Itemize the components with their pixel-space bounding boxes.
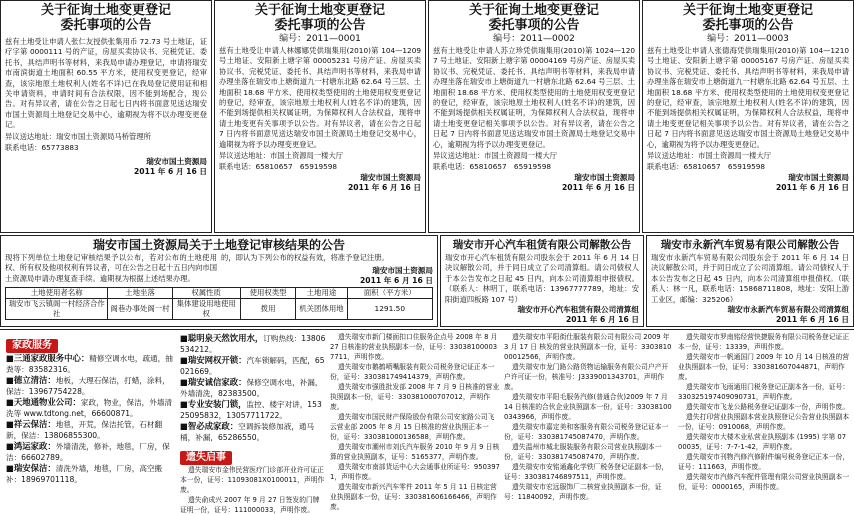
notice-signer: 瑞安市国土资源局 <box>146 157 207 167</box>
notice-date: 2011 年 6 月 16 日 <box>134 167 207 177</box>
land-notice-3 <box>428 0 640 233</box>
approval-body-right: 的，即认为下列公布的权益有效，将准予登记注册。 <box>221 253 389 262</box>
lost-item: 遗失瑞安市汽修汽车配件管理有限公司营业执照副本一份，证号：0000165，声明作废。 <box>678 473 850 491</box>
notice-number: 编号：2011—0003 <box>707 34 789 44</box>
classified-name: ■鸿运家政： <box>6 441 56 451</box>
lost-item: 遗失瑞安市安铭通鑫化学铁厂税务登记证副本一份，证号：330381746897511，声明作废。 <box>504 463 669 481</box>
classified-name: ■瑞安诚信家政： <box>180 377 247 387</box>
lost-item: 遗失瑞安市平阳毛服务汽修(普通合伙)2009 年 7 月 14 日核准的合伙企业执照副本一份，证号：330381000343966，声明作废。 <box>504 393 672 421</box>
classified-name: ■瑞安保洁： <box>6 463 56 473</box>
table-cell: 阁巷办事处阁一村 <box>108 299 172 320</box>
lost-column-2 <box>504 330 674 514</box>
notice-date: 2011 年 6 月 16 日 <box>562 182 635 192</box>
notice-title: 关于征询土地变更登记 <box>682 3 813 18</box>
lost-item: 遗失瑞安市嘉定美和客服务有限公司税务登记证本一份，证号：330381745087470，声明作废。 <box>504 423 669 441</box>
dissolve-date: 2011 年 6 月 16 日 <box>776 315 849 325</box>
classified-name: ■三通家政服务中心： <box>6 353 90 363</box>
classified-name: ■瑞安网权开锁： <box>180 355 247 365</box>
table-header: 土地用途 <box>296 288 347 299</box>
lost-item: 遗失瑞安市飞龙公路税务登记证副本一份，声明作废。 <box>686 403 850 411</box>
table-cell: 机关团体用地 <box>296 299 347 320</box>
lost-item: 遗失瑞安市宏远服饰厂二核营业执照副本一份，证号：11840092，声明作废。 <box>504 483 662 501</box>
dissolve-signer: 瑞安市永新汽车贸易有限公司清算组 <box>727 305 849 315</box>
table-row <box>6 299 433 320</box>
home-service-column <box>6 330 176 514</box>
lost-item: 遗失瑞安市平阳街仕服装有限公司有限公司 2009 年 3 月 17 日 核发的营业执照副本一份，证号：330381000012566，声明作废。 <box>504 333 672 361</box>
classified-item <box>180 421 326 443</box>
notice-signer: 瑞安市国土资源局 <box>788 172 849 182</box>
classified-item <box>180 355 326 377</box>
notice-body: 兹有土地受让申请人苏立珍凭供瑞集用(2010)第 1024—1207 号土地证、安阳新上塘字第 00004169 号房产证、房屋买卖协议书、完税凭证、委托书、具结声明书等材料，来我局申请办理坐落在瑞安市上塘街道九一村塘东北路 62.64 号三层、土地面积 18.68 平方米、使用权类型使用的土地使用权变更登记的登记，经审查，该宗地原土地权利人(姓名不详)的建筑，因不能到场提供相关权属证明，为保障权利人合法权益，现将申请土地变更登记相关事项予以公告。对有异议者，请在公告之日起 7 日内将书面意见送达瑞安市国土资源局土地登记交易中心，逾期视为将予以办理变更登记。 <box>433 46 635 149</box>
land-notice-1 <box>0 0 212 233</box>
notice-subtitle: 委托事项的公告 <box>60 18 152 33</box>
lost-item: 遗失瑞安市南部货运中心大会通事业所证号：9503971，声明作废。 <box>330 463 500 481</box>
notice-body: 兹有土地受让申请人林娜娜凭供瑞集用(2010)第 104—1209 号土地证、安阳新上塘字第 00005231 号房产证、房屋买卖协议书、完税凭证、委托书、具结声明书等材料，来我局申请办理坐落在瑞安市上塘街道九一村塘东北路 62.64 号三层、土地面积 18.68 平方米、使用权类型使用的土地使用权变更登记的登记，经审查，该宗地原土地权利人(姓名不详)的建筑，因不能到场提供相关权属证明，为保障权利人合法权益，现将申请土地变更有关事项予以公告。对有异议者，请在公告之日起 7 日内将书面意见送达瑞安市国土资源局土地登记交易中心，逾期视为将予以办理变更登记。 <box>219 46 421 149</box>
dissolve-notice-yongxin <box>646 235 854 327</box>
notice-subtitle: 委托事项的公告 <box>274 18 366 33</box>
notice-phone: 联系电话：65810657 65919598 <box>219 162 338 172</box>
classified-item <box>6 353 176 375</box>
lost-notice-header: 遗失启事 <box>180 451 232 465</box>
lost-item: 遗失瑞安市新兴汽车零件 2011 年 5 月 11 日核定营业执照副本一份，证号：330381606166466，声明作废。 <box>330 483 497 511</box>
approval-date: 2011 年 6 月 16 日 <box>360 276 433 286</box>
classified-item <box>6 441 176 463</box>
notice-subtitle: 委托事项的公告 <box>702 18 794 33</box>
dissolve-signer: 瑞安市开心汽车租赁有限公司清算组 <box>517 305 639 315</box>
approval-notice <box>0 235 438 327</box>
dissolve-date: 2011 年 6 月 16 日 <box>566 315 639 325</box>
notice-subtitle: 委托事项的公告 <box>488 18 580 33</box>
lost-item: 遗失瑞安市国民财产保险股份有限公司安家路公司飞云营业部 2005 年 8 月 15 日核准的营业执照正本一份，证号：330381000136588，声明作废。 <box>330 413 495 441</box>
classified-text: 汽车锁解码，匹配，65021669。 <box>180 356 325 376</box>
classified-item <box>180 333 326 355</box>
classified-text: 地毯，开荒，保洁托管，石材翻新，保洁：13806855300。 <box>6 420 163 440</box>
lost-item: 遗失温州市城北服装服务有限公司营业执照副本一份，证号：330381745087470，声明作废。 <box>504 443 662 461</box>
dissolve-title: 瑞安市永新汽车贸易有限公司解散公告 <box>660 239 840 251</box>
lost-item: 遗失瑞安市潮州市刘氏汽车服务 2010 年 9 月 9 日核算的营业执照副本，证号：5165377，声明作废。 <box>330 443 500 461</box>
lost-item: 遗失瑞安市罗南铭经营快捷服务有限公司税务登记证正本一份，证号：13339，声明作废。 <box>678 333 850 351</box>
notice-number: 编号：2011—0002 <box>493 34 575 44</box>
classified-name: ■天地通物业公司： <box>6 397 81 407</box>
notice-title: 关于征询土地变更登记 <box>40 3 171 18</box>
lost-item: 遗失瑞安市新门楼面扣口住服务企点号 2008 年 8 月 27 日核准的营业执照副本一份，证号：330381000037711，声明作废。 <box>330 333 498 361</box>
classified-text: 订购热线：13806534212。 <box>180 334 326 354</box>
classified-name: ■智必成家政： <box>180 421 239 431</box>
table-header-row <box>6 288 433 299</box>
approval-title: 瑞安市国土资源局关于土地登记审核结果的公告 <box>92 238 345 252</box>
classified-text: 保修空调水电，补漏，外墙清洗，82383500。 <box>180 378 323 398</box>
home-service-column-2 <box>180 330 326 514</box>
notice-phone: 联系电话：65810657 65919598 <box>647 162 766 172</box>
notice-signer: 瑞安市国土资源局 <box>360 172 421 182</box>
notice-title: 关于征询土地变更登记 <box>468 3 599 18</box>
classified-item <box>180 377 326 399</box>
notice-address: 异议送达地址：市国土资源局一楼大厅 <box>219 151 344 161</box>
lost-item: 遗失打印营业执照副本营业执照登记公告营业执照副本一份，证号：0910068，声明作废。 <box>678 413 850 431</box>
notice-address: 异议送达地址：市国土资源局一楼大厅 <box>647 151 772 161</box>
notice-date: 2011 年 6 月 16 日 <box>776 182 849 192</box>
dissolve-title: 瑞安市开心汽车租赁有限公司解散公告 <box>452 239 632 251</box>
classified-name: ■专业安装门锁， <box>180 399 247 409</box>
lost-column-1 <box>330 330 500 514</box>
lost-item: 遗失瑞安市飞雨通用门税务登记正副本各一份，证号：330325197409090731，声明作废。 <box>678 383 850 401</box>
notice-signer: 瑞安市国土资源局 <box>574 172 635 182</box>
notice-address: 异议送达地址：市国土资源局一楼大厅 <box>433 151 558 161</box>
approval-table <box>5 287 433 320</box>
lost-item: 遗失瑞安市鹅鹤喷嘴服装有限公司税务登记证正本一份，证号：330381749414379，声明作废。 <box>330 363 495 381</box>
lost-item: 遗失瑞安市强胜批发部 2008 年 7 月 9 日核准的营业执照副本一份，证号：330381000707012，声明作废。 <box>330 383 500 411</box>
notice-body: 兹有土地受让申请人张仁友授供张集用币 72.73 号土地证，证疗字第 0000111 号的产证，房屋买卖协议书、完税凭证、委托书，具结声明书等材料，来我局申请办理登记，申请将瑞安市南滨街道土地面积 60.55 平方米，使用权变更登记，经审查，该宗地原土地权利人(姓名不详)已在我局登记使用证和相关申请资料，申请时间有合法权限，因不能到场配合，现公告。对有异议者，请在公告之日起七日内将书面意见送达瑞安市国土资源局土地登记交易中心，逾期视为将不以办理变更登记。 <box>5 37 207 130</box>
lost-item: 遗失瑞安市龙门路公路货物运输服务有限公司户产开户许可证一份，核准号：J3339001343701，声明作废。 <box>504 363 669 391</box>
classified-text: 地板，大理石保洁，打蜡，涂料，保洁：13967754228。 <box>6 376 170 396</box>
classified-item <box>6 375 176 397</box>
classifieds-section <box>0 329 854 514</box>
dissolve-body: 瑞安市开心汽车租赁有限公司股东会于 2011 年 6 月 14 日决议解散公司，并于同日成立了公司清算组。请公司债权人于本公告发布之日起 45 日内，向本公司清算组申报债权。（联系人：林明丁，联系电话：13967777789，地址：安阳街道四板路 107 号） <box>445 253 639 304</box>
lost-item: 遗失瑞安市金伟民营医疗门诊部开业许可证正本一份，证号：11093081X0100011，声明作废。 <box>180 466 325 494</box>
notice-phone: 联系电话：65810657 65919598 <box>433 162 552 172</box>
land-notice-4 <box>642 0 854 233</box>
table-header: 面积（平方米） <box>347 288 432 299</box>
approval-signer: 瑞安市国土资源局 <box>372 266 433 276</box>
table-cell: 集体建设用地使用权 <box>172 299 240 320</box>
land-notice-2 <box>214 0 426 233</box>
approval-body: 现将下列单位土地登记审核结果予以公布，若对公布的土地使用权、所有权及他项权利有异议者，可在公告之日起十五日内向市国土资源局申请办理复查手续。逾期视为根据上述结果办理。 <box>5 253 217 283</box>
table-header: 土地坐落 <box>108 288 172 299</box>
notice-address: 异议送达地址：瑞安市国土资源局马桥管理所 <box>5 131 151 141</box>
classified-text: 家政，物业，保洁，外墙清洗等 www.tdtong.net，66600871。 <box>6 398 173 418</box>
lost-item: 遗失俞成兴 2007 年 9 月 27 日签发的门牌证明一份，证号：111000033，声明作废。 <box>180 496 320 514</box>
classified-text: 精修空调水电，疏通，抽粪等：83582316。 <box>6 354 173 374</box>
classified-name: ■德立清洁： <box>6 375 56 385</box>
classified-name: ■聪明泉天然饮用水， <box>180 333 264 343</box>
classified-item <box>6 397 176 419</box>
table-cell: 1291.50 <box>347 299 432 320</box>
lost-column-3 <box>678 330 850 514</box>
notice-phone: 联系电话：65773883 <box>5 143 79 153</box>
classified-name: ■祥云保洁： <box>6 419 56 429</box>
notice-body: 兹有土地受让申请人张德海凭供瑞集用(2010)第 104—1210 号土地证、安阳新上塘字第 00005167 号房产证、房屋买卖协议书、完税凭证、委托书、具结声明书等材料，来我局申请办理坐落在瑞安市上塘街道九一村塘东北路 62.64 号五层、土地面积 18.68 平方米、使用权类型使用的土地使用权变更登记的登记，经审查，该宗地原土地权利人(姓名不详)的建筑，因不能到场提供相关权属证明，为保障权利人合法权益，现将申请土地变更登记相关事项予以公告。对有异议者，请在公告之日起 7 日内将书面意见送达瑞安市国土资源局土地登记交易中心，逾期视为将予以办理变更登记。 <box>647 46 849 149</box>
table-header: 使用权类型 <box>240 288 296 299</box>
classified-text: 空调拆装修加液，通马桶，补漏，65286550。 <box>180 422 315 442</box>
lost-item: 遗失瑞安市一帆通国门 2009 年 10 月 14 日核准的营业执照副本一份，证号：330381607044871，声明作废。 <box>678 353 850 381</box>
dissolve-notice-kaixin <box>440 235 644 327</box>
notice-date: 2011 年 6 月 16 日 <box>348 182 421 192</box>
classified-item <box>6 463 176 485</box>
table-header: 权属性质 <box>172 288 240 299</box>
dissolve-body: 瑞安市永新汽车贸易有限公司股东会于 2011 年 6 月 14 日决议解散公司，并于同日成立了公司清算组。请公司债权人于本公告发布之日起 45 日内，向本公司清算组申报债权。（联系人：林一凡，联系电话：15868711808，地址：安阳上游工业区，邮编：325206） <box>651 253 849 304</box>
classified-item <box>180 399 326 421</box>
table-cell: 瑞安市飞云镇阁一村经济合作社 <box>6 299 108 320</box>
notice-title: 关于征询土地变更登记 <box>254 3 385 18</box>
classified-text: 清洗外墙，地毯，厂房，高空搬补：18969701118。 <box>6 464 163 484</box>
lost-item: 遗失瑞安市刊物汽修汽修附件编号税务登记正本一份，证号：111663，声明作废。 <box>678 453 850 471</box>
classified-text: 监控、楼宇对讲，15325095832，13057711722。 <box>180 400 322 420</box>
lost-item: 遗失瑞安市大楼木业私营业执照副本 (1995) 字第 0700035，证号：7-7-1-42，声明作废。 <box>678 433 847 451</box>
notice-number: 编号：2011—0001 <box>279 34 361 44</box>
home-service-header: 家政服务 <box>6 339 58 353</box>
classified-item <box>6 419 176 441</box>
table-header: 土地使用者名称 <box>6 288 108 299</box>
classified-text: 外墙清洗，修补，地毯，厂房，保洁：66602789。 <box>6 442 170 462</box>
table-cell: 拨用 <box>240 299 296 320</box>
